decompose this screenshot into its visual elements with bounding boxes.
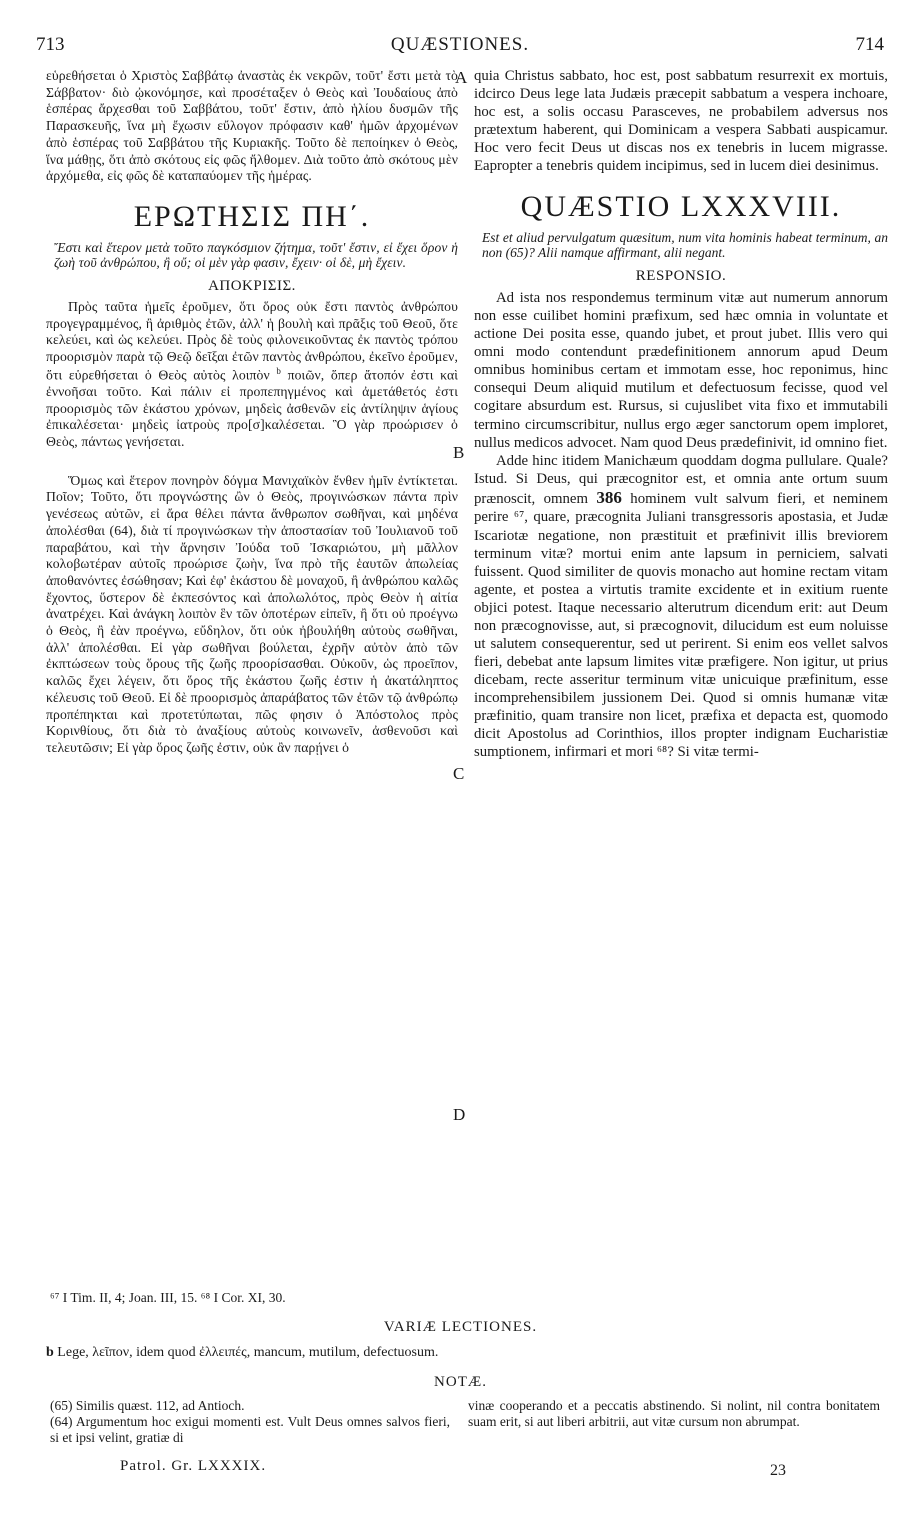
greek-paragraph-1 <box>46 299 458 451</box>
variae-lectiones <box>46 1345 886 1361</box>
running-title: QUÆSTIONES. <box>390 34 530 55</box>
variae-lectiones-heading: VARIÆ LECTIONES. <box>383 1319 538 1335</box>
notae-heading: NOTÆ. <box>434 1374 487 1390</box>
margin-letter-a: A <box>455 68 468 87</box>
latin-response-heading: RESPONSIO. <box>635 267 727 284</box>
column-number: 386 <box>596 487 622 507</box>
greek-paragraph-2: Ὅμως καὶ ἕτερον πονηρὸν δόγμα Μανιχαϊκὸν ἔνθεν ἡμῖν ἐντίκτεται. Ποῖον; Τοῦτο, ὅτι προγνώστης ὢν ὁ Θεὸς, προγινώσκων πάντα πρὶν γενέσεως αὐτῶν, εἰ ἄρα θέλει πάντα ἄνθρωπον σωθῆναι, καὶ μηδένα ἀπολέσθαι (64), διὰ τί προγινώσκων τὴν ἀποστασίαν τοῦ Ἰουλιανοῦ τοῦ παραβάτου, καὶ τὴν ἄρνησιν Ἰούδα τοῦ Ἰσκαριώτου, μὴ μᾶλλον κολοβωτέραν αὐτοῖς προώρισε ζωὴν, ἵνα πρὸ τῆς ἑαυτῶν ἀπωλείας ἀποθανόντες ἐσώθησαν; Καὶ ἐφ' ἑκάστου δὲ μοναχοῦ, ἢ ἀνθρώπου καλῶς ἔχοντος, ὕστερον δὲ ἐκπεσόντος καὶ ἀπολωλότος, πρὸς Θεὸν ἡ αἰτία ἀνατρέχει. Καὶ ἀνάγκη λοιπὸν ἓν τῶν ὁποτέρων εἰπεῖν, ἢ ὅτι οὐ προέγνω ὁ Θεὸς, ἢ ἐὰν προέγνω, εὔδηλον, ὅτι οὐκ ἠβουλήθη αὐτοὺς σωθῆναι, ἀλλ' ἀπολέσθαι. Εἰ γὰρ σωθῆναι βούλεται, ἐχρῆν αὐτὸν ἀπὸ τῶν ἐκπτώσεων τοὺς ὅρους τῆς ζωῆς προορίσασθαι. Οὐκοῦν, ὡς προεῖπον, καλῶς ἔχει λέγειν, ὅτι ὅρος τῆς ἑκάστου ζωῆς ἐστιν ἡ ἀκατάληπτος κέλευσις τοῦ Θεοῦ. Εἰ δὲ προορισμὸς ἀπαράβατος τῶν ἐτῶν τῷ ἀνθρώπῳ προπέπηκται καὶ προτετύπωται, πῶς φησιν ὁ Ἀπόστολος πρὸς Κορινθίους, ὅτι διὰ τὸ ἀναξίους αὐτοὺς κοινωνεῖν, ἀσθενοῦσι καὶ τελευτῶσιν; Εἰ γὰρ ὅρος ζωῆς ἐστιν, οὐκ ἂν παρῄνει ὁ <box>46 472 458 755</box>
latin-intro: quia Christus sabbato, hoc est, post sabbatum resurrexit ex mortuis, idcirco Deus lege lata Judæis præcepit sabbatum a vespera inchoare, hoc est, a solis occasu Parasceves, ne probabilem adversus nos prætextum haberent, qui Dominicam a vespera Sabbati auspicamur. Hoc vero fecit Deus ut discas nos ex tenebris in lucem migrasse. Eapropter a tenebris quidem incipimus, sed in lucem diei desinimus. <box>474 68 888 175</box>
sheet-number: 23 <box>770 1462 786 1479</box>
note-65: (65) Similis quæst. 112, ad Antioch. <box>50 1398 245 1413</box>
latin-paragraph-2-start: Adde hinc itidem Manichæum quoddam dogma pullulare. Quale? Istud. Si Deus, qui præcognitor est, et omnia ante ortum suum prænoscit, omnem <box>474 452 888 507</box>
running-header <box>36 34 884 60</box>
latin-column <box>474 67 888 761</box>
latin-question-title: QUÆSTIO LXXXVIII. <box>520 190 842 224</box>
greek-response-heading: ΑΠΟΚΡΙΣΙΣ. <box>208 277 296 294</box>
notae-right: vinæ cooperando et a peccatis abstinendo. Si nolint, nil contra bonitatem suam erit, si aut liberi arbitrii, aut vitæ cursum non abrumpat. <box>468 1398 880 1430</box>
variae-mark: b <box>46 1345 54 1360</box>
variae-text: Lege, λεῖπον, idem quod ἐλλειπές, mancum, mutilum, defectuosum. <box>57 1345 439 1360</box>
latin-paragraph-1: Ad ista nos respondemus terminum vitæ aut numerum annorum non esse cuilibet homini præfixum, sed hæc omnia in voluntate et actione Dei posita esse, quando jubet, et prout jubet. Illis vero qui omni modo contendunt prædefinitionem annorum apud Deum omnibus hominibus certam et immotam esse, hoc reponimus, hinc consequi Deum aliquid mutilum et defectuosum fecisse, quod vel cogitare absurdum est. Rursus, si cujuslibet vita fixo et immutabili termino circumscribitur, nullus ergo æger sanctorum opem imploret, nullus medicos advocet. Nam quod Deus prædefinivit, id omnino fiet. <box>474 290 888 451</box>
note-64: (64) Argumentum hoc exigui momenti est. Vult Deus omnes salvos fieri, si et ipsi velint, gratiæ di <box>50 1414 450 1446</box>
greek-intro: εὑρεθήσεται ὁ Χριστὸς Σαββάτῳ ἀναστὰς ἐκ νεκρῶν, τοῦτ' ἔστι μετὰ τὸ Σάββατον· διὸ ᾠκονόμησε, καὶ προσέταξεν ὁ Θεὸς καὶ Ἰουδαίους ἀπὸ ἑσπέρας ἄρχεσθαι τοῦ Σαββάτου, τοῦτ' ἔστιν, ἀπὸ ἡλίου δυσμῶν τῆς Παρασκευῆς, ἵνα μὴ ἔχωσιν εὔλογον πρόφασιν καθ' ἡμῶν ἀρχομένων ἀπὸ ἑσπέρας τοῦ Σαββάτου τῆς Κυριακῆς. Τοῦτο δὲ πεποίηκεν ὁ Θεὸς, ἵνα μάθῃς, ὅτι ἀπὸ σκότους εἰς φῶς ἤλθομεν. Διὰ τοῦτο ἀπὸ σκότους μὲν ἀρχόμεθα, εἰς φῶς δὲ καταπαύομεν τῆς ἡμέρας. <box>46 68 458 184</box>
greek-question-title: ΕΡΩΤΗΣΙΣ ΠΗ΄. <box>133 199 371 233</box>
greek-paragraph-1-end: ποιῶν, ὅπερ ἄτοπόν ἐστι καὶ ἐννοῆσαι τοῦτο. Καὶ πάλιν εἰ προπεπηγμένος καὶ ἀμετάθετός ἐστι προορισμὸς τῶν ἑκάστου χρόνων, μηδεὶς ἀσθενῶν εἰς ἀντίληψιν ἁγίους ἐπικαλέσεται· μηδεὶς ἰατροὺς προ[σ]καλέσεται. Ὃ γὰρ προώρισεν ὁ Θεὸς, πάντως γενήσεται. <box>46 367 459 450</box>
greek-column <box>46 68 458 757</box>
latin-paragraph-2 <box>474 452 888 761</box>
variant-reference-mark: b <box>276 365 281 376</box>
greek-paragraph-1-text: Πρὸς ταῦτα ἡμεῖς ἐροῦμεν, ὅτι ὅρος οὐκ ἔστι παντὸς ἀνθρώπου προγεγραμμένος, ἢ ἀριθμὸς ἐτῶν, ἀλλ' ἡ βουλὴ καὶ πρᾶξις τοῦ Θεοῦ, ὅτε κελεύει, καὶ ὡς κελεύει. Πρὸς δὲ τοὺς φιλονεικοῦντας ἐκ παντὸς τρόπου προορισμὸν παρὰ τῷ Θεῷ δεῖξαι ἐτῶν παντὸς ἀνθρώπου, ἐκεῖνο ἐροῦμεν, ὅτι εὑρεθήσεται ὁ Θεὸς αὐτὸς λοιπὸν <box>46 298 458 383</box>
margin-letter-d: D <box>453 1105 466 1124</box>
notae-left <box>50 1398 450 1447</box>
latin-question-subtitle: Est et aliud pervulgatum quæsitum, num vita hominis habeat terminum, an non (65)? Alii namque affirmant, alii negant. <box>482 229 888 261</box>
scripture-footnotes: ⁶⁷ I Tim. II, 4; Joan. III, 15. ⁶⁸ I Cor. XI, 30. <box>50 1290 286 1305</box>
signature-mark: Patrol. Gr. LXXXIX. <box>120 1458 267 1474</box>
page-number-left: 713 <box>36 34 65 55</box>
margin-letter-c: C <box>453 764 465 783</box>
latin-paragraph-2-end: hominem vult salvum fieri, et neminem perire ⁶⁷, quare, præcognita Juliani transgressoris apostasia, et Judæ Iscariotæ negatione, non præstituit et præfinivit illis breviorem terminum vitæ? mortui enim ante lapsum in perniciem, salvati fuissent. Quod similiter de quovis monacho aut homine rectam vitam agente, et postea a virtutis tramite excidente et in exitium ruente objici potest. Itaque necessario alterutrum dicendum erit: aut Deum non præcognovisse, aut, si præcognovit, dilucidum est eum noluisse ut salutem consequerentur, sed ut perirent. Si enim eos vellet salvos fieri, debebat ante lapsum limites vitæ præfigere. Non igitur, ut prius dicebam, recte asseritur terminum vitæ unicuique præfinitum, esse incomprehensibilem jussionem Dei. Quod si omnis humanæ vitæ præfinitio, quam transire non licet, præfixa et depacta est, quomodo dicit Apostolus ad Corinthios, illos propter indignam Eucharistiæ sumptionem, infirmari et mori ⁶⁸? Si vitæ termi- <box>474 490 888 761</box>
margin-letter-b: B <box>453 443 465 462</box>
greek-question-subtitle: Ἔστι καὶ ἕτερον μετὰ τοῦτο παγκόσμιον ζήτημα, τοῦτ' ἔστιν, εἰ ἔχει ὅρον ἡ ζωὴ τοῦ ἀνθρώπου, ἢ οὔ; οἱ μὲν γὰρ φασιν, ἔχειν· οἱ δὲ, μὴ ἔχειν. <box>54 239 458 271</box>
page-number-right: 714 <box>855 34 884 55</box>
